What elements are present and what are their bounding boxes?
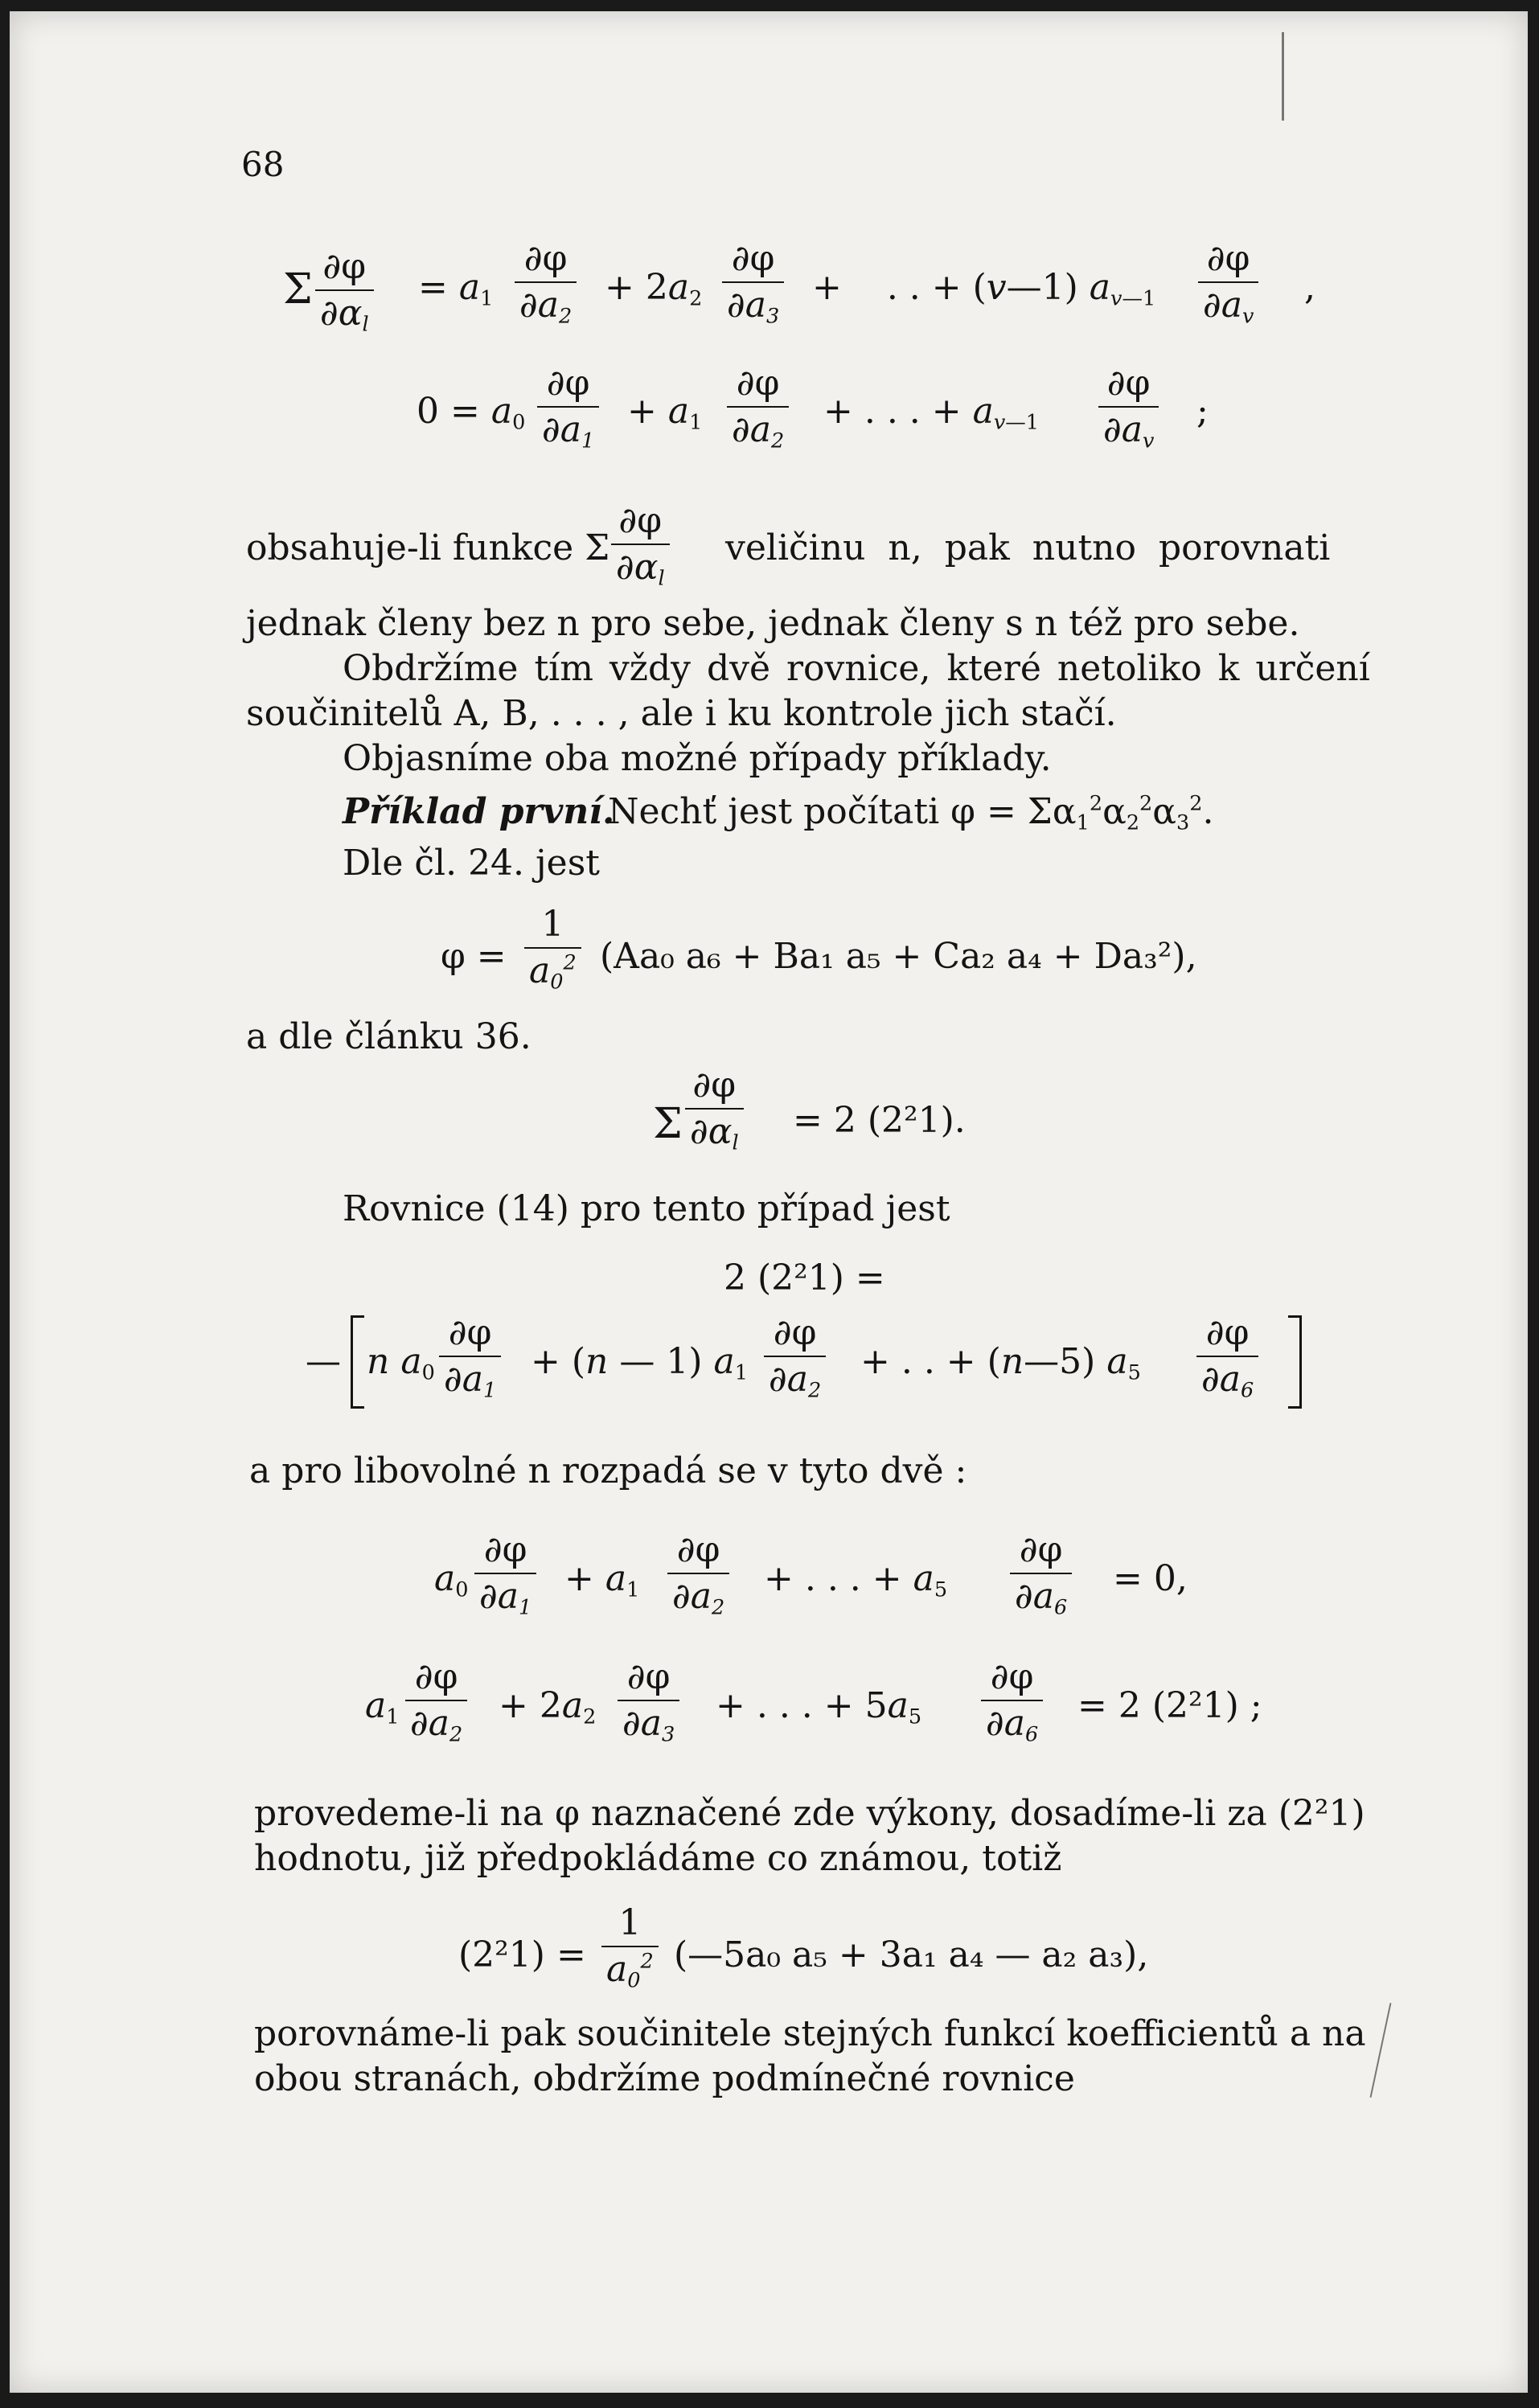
fraction: $\frac{\partial\varphi}{\partial a_2}$: [667, 1532, 729, 1614]
math-term: n $a_0$: [367, 1341, 435, 1385]
math-term: + . . + (v—1) $a_{v—1}$: [812, 267, 1156, 311]
text-line: obou stranách, obdržíme podmínečné rovnice: [254, 2058, 1075, 2099]
math-term: ,: [1304, 267, 1315, 308]
sigma-symbol: Σ: [283, 265, 313, 314]
math-term: + . . + (n—5) $a_5$: [860, 1341, 1141, 1385]
text-line: Rovnice (14) pro tento případ jest: [343, 1188, 950, 1229]
math-term: + . . . + $5a_5$: [716, 1685, 922, 1729]
math-term: φ =: [441, 936, 507, 977]
text-line: obsahuje-li funkce Σ: [246, 527, 610, 568]
math-term: + $a_1$: [564, 1558, 640, 1602]
text-line: a dle článku 36.: [246, 1016, 531, 1057]
fraction: $\frac{\partial\varphi}{\partial\alpha_l}$: [685, 1068, 744, 1150]
fraction: $\frac{\partial\varphi}{\partial a_2}$: [727, 366, 789, 448]
text-line: veličinu n, pak nutno porovnati: [725, 527, 1331, 568]
right-bracket: [1288, 1315, 1302, 1409]
math-term: = 2 (2²1) ;: [1077, 1685, 1262, 1726]
fraction: $\frac{\partial\varphi}{\partial a_6}$: [1010, 1532, 1072, 1614]
math-term: + $a_1$: [627, 391, 703, 435]
math-term: 2 (2²1) =: [724, 1257, 885, 1298]
math-term: = $a_1$: [418, 267, 494, 311]
fraction: $\frac{1}{a_0^2}$: [524, 907, 581, 989]
sigma-symbol: Σ: [653, 1100, 683, 1148]
scan-mark: [1370, 2003, 1392, 2098]
fraction: $\frac{\partial\varphi}{\partial a_3}$: [722, 241, 784, 323]
fraction: $\frac{\partial\varphi}{\partial\alpha_l}$: [611, 503, 670, 585]
math-term: + $2a_2$: [499, 1685, 597, 1729]
page-number: 68: [241, 145, 285, 184]
example-heading: Příklad první.: [343, 791, 615, 832]
math-term: + . . . + $a_5$: [764, 1558, 948, 1602]
left-bracket: [351, 1315, 364, 1409]
math-term: $0 = a_0$: [417, 391, 526, 435]
fraction: $\frac{\partial\varphi}{\partial a_1}$: [537, 366, 599, 448]
text-line: Obdržíme tím vždy dvě rovnice, které netoliko k určení: [343, 648, 1370, 689]
math-term: = 2 (2²1).: [793, 1100, 966, 1141]
text-line: hodnotu, již předpokládáme co známou, totiž: [254, 1838, 1062, 1879]
text-line: Objasníme oba možné případy příklady.: [343, 738, 1052, 779]
math-term: + . . . + $a_{v—1}$: [823, 391, 1040, 435]
math-term: + $2a_2$: [605, 267, 703, 311]
math-term: $a_1$: [365, 1685, 400, 1729]
fraction: $\frac{\partial\varphi}{\partial a_2}$: [405, 1659, 467, 1741]
text-line: Nechť jest počítati $\varphi = \Sigma\alpha_1^2\alpha_2^2\alpha_3^2$.: [608, 791, 1214, 835]
text-line: jednak členy bez n pro sebe, jednak členy s n též pro sebe.: [246, 603, 1300, 644]
math-term: —: [306, 1341, 341, 1382]
fraction: $\frac{\partial\varphi}{\partial a_6}$: [1196, 1315, 1258, 1397]
fraction: $\frac{\partial\varphi}{\partial a_1}$: [474, 1532, 536, 1614]
math-term: ;: [1196, 391, 1209, 432]
scan-mark: [1282, 32, 1284, 121]
fraction: $\frac{\partial\varphi}{\partial a_v}$: [1098, 366, 1159, 448]
fraction: $\frac{\partial\varphi}{\partial a_3}$: [618, 1659, 679, 1741]
math-term: (2²1) =: [458, 1934, 586, 1975]
text-line: provedeme-li na φ naznačené zde výkony, dosadíme-li za (2²1): [254, 1793, 1365, 1834]
fraction: $\frac{1}{a_0^2}$: [601, 1905, 659, 1988]
fraction: $\frac{\partial\varphi}{\partial a_2}$: [515, 241, 577, 323]
text-line: a pro libovolné n rozpadá se v tyto dvě :: [249, 1450, 967, 1491]
math-term: = 0,: [1113, 1558, 1188, 1599]
text-line: Dle čl. 24. jest: [343, 843, 600, 884]
text-line: součinitelů A, B, . . . , ale i ku kontrole jich stačí.: [246, 693, 1117, 734]
fraction: $\frac{\partial\varphi}{\partial a_6}$: [981, 1659, 1043, 1741]
fraction: $\frac{\partial\varphi}{\partial a_2}$: [764, 1315, 826, 1397]
fraction: $\frac{\partial\varphi}{\partial a_1}$: [439, 1315, 501, 1397]
math-term: (Aa₀ a₆ + Ba₁ a₅ + Ca₂ a₄ + Da₃²),: [600, 936, 1197, 977]
fraction: $\frac{\partial\varphi}{\partial a_v}$: [1198, 241, 1258, 323]
text-line: porovnáme-li pak součinitele stejných funkcí koefficientů a na: [254, 2013, 1366, 2054]
math-term: (—5a₀ a₅ + 3a₁ a₄ — a₂ a₃),: [674, 1934, 1149, 1975]
math-term: $a_0$: [434, 1558, 469, 1602]
math-term: + (n — 1) $a_1$: [531, 1341, 748, 1385]
fraction: $\frac{\partial\varphi}{\partial\alpha_l}$: [315, 249, 374, 331]
